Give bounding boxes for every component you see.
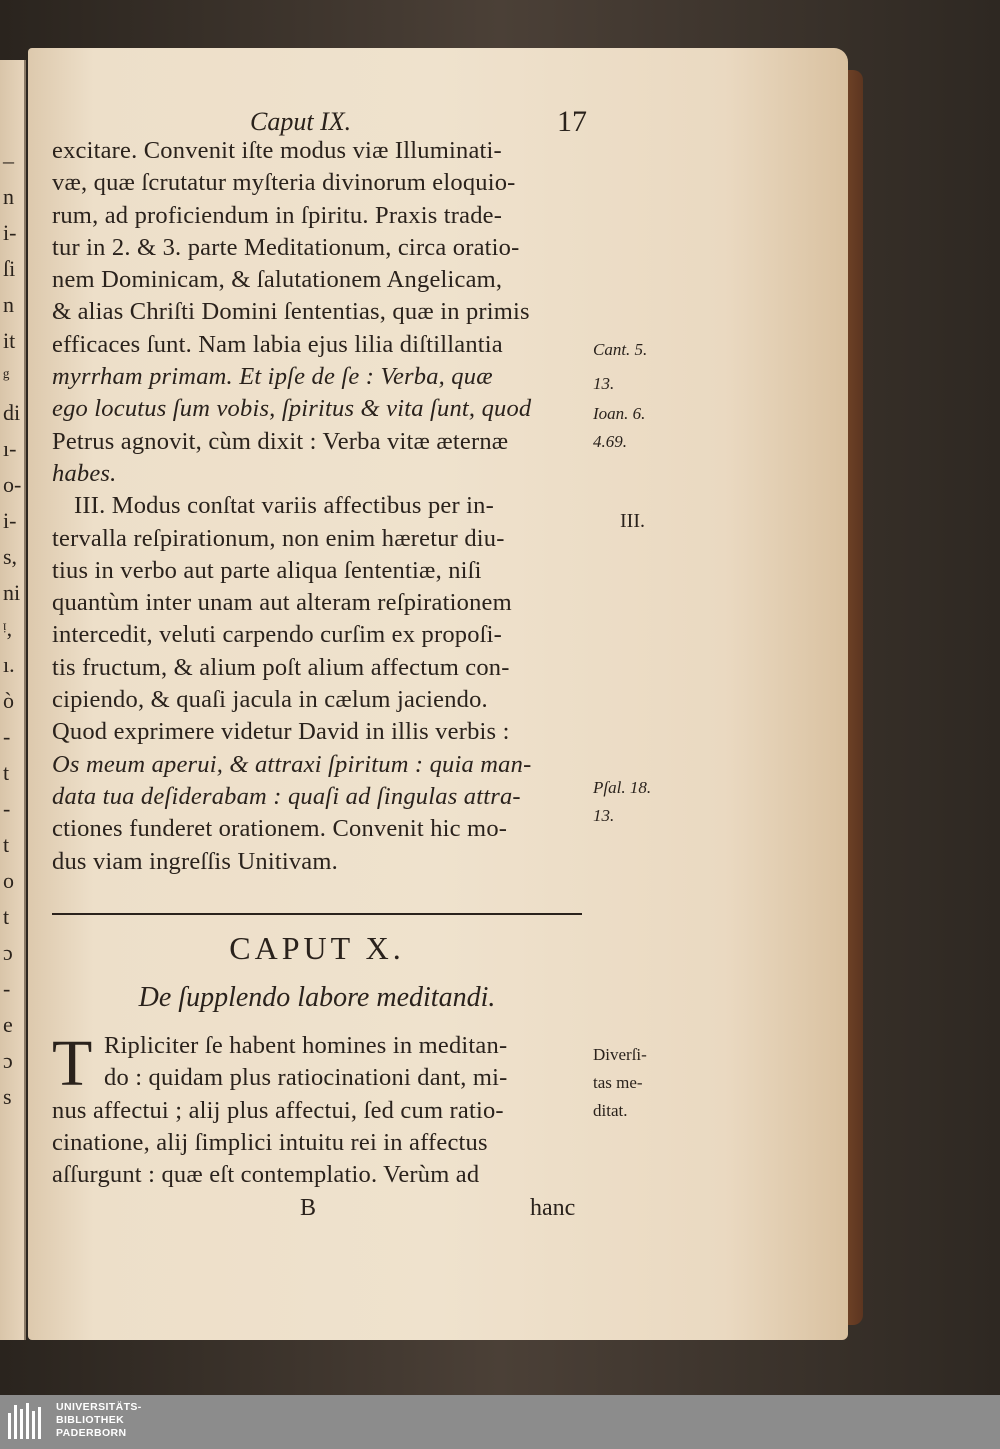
text-line: rum, ad proficiendum in ſpiritu. Praxis trade- — [52, 201, 503, 229]
margin-note-cant-verse: 13. — [593, 374, 615, 393]
prev-page-glyph: t — [3, 760, 10, 785]
prev-page-glyph: it — [3, 328, 16, 353]
library-name — [56, 1401, 142, 1440]
margin-note-diversitas: ditat. — [593, 1101, 628, 1120]
text-line: habes. — [52, 459, 117, 487]
text-line: data tua deſiderabam : quaſi ad ſingulas attra- — [52, 782, 521, 810]
prev-page-glyph: - — [3, 976, 11, 1001]
prev-page-glyph: t — [3, 832, 10, 857]
prev-page-glyph: - — [3, 796, 11, 821]
page-number: 17 — [557, 105, 587, 138]
prev-page-glyph: n — [3, 184, 14, 209]
page-text — [52, 95, 592, 878]
prev-page-glyph: ı. — [3, 652, 15, 677]
prev-page-glyph: e — [3, 1012, 13, 1037]
margin-note-ioan: Ioan. 6. — [593, 404, 646, 423]
text-line: quantùm inter unam aut alteram reſpirationem — [52, 589, 512, 617]
text-line: ego locutus ſum vobis, ſpiritus & vita ſunt, quod — [52, 395, 532, 423]
library-name-line: PADERBORN — [56, 1427, 127, 1439]
text-line: Os meum aperui, & attraxi ſpiritum : quia man- — [52, 750, 532, 778]
margin-note-cant: Cant. 5. — [593, 340, 648, 359]
margin-note-psal-verse: 13. — [593, 806, 615, 825]
text-line: dus viam ingreſſis Unitivam. — [52, 847, 338, 875]
text-line: cipiendo, & quaſi jacula in cælum jaciendo. — [52, 686, 488, 714]
margin-note-diversitas: tas me- — [593, 1073, 643, 1092]
page-header — [52, 95, 592, 138]
chapter-title: CAPUT X. — [229, 930, 405, 966]
prev-page-glyph: o — [3, 868, 14, 893]
prev-page-glyph: ı- — [3, 436, 17, 461]
library-name-line: BIBLIOTHEK — [56, 1414, 125, 1426]
chapter-body — [52, 1027, 592, 1191]
text-line: tis fructum, & alium poſt alium affectum con- — [52, 653, 510, 681]
library-footer — [0, 1395, 1000, 1449]
text-line: tius in verbo aut parte aliqua ſententiæ, niſi — [52, 556, 482, 584]
text-line: nus affectui ; alij plus affectui, ſed cum ratio- — [52, 1096, 504, 1124]
margin-note-diversitas: Diverſi- — [593, 1045, 647, 1064]
margin-note-psal: Pſal. 18. — [593, 778, 652, 797]
prev-page-glyph: ᵍ — [3, 364, 10, 389]
text-line: cinatione, alij ſimplici intuitu rei in affectus — [52, 1128, 488, 1156]
prev-page-glyph: ni — [3, 580, 21, 605]
text-line: væ, quæ ſcrutatur myſteria divinorum eloquio- — [52, 169, 516, 197]
running-title: Caput IX. — [250, 107, 352, 136]
prev-page-glyph: i- — [3, 220, 17, 245]
section-rule — [52, 913, 582, 915]
text-line: intercedit, veluti carpendo curſim ex propoſi- — [52, 621, 503, 649]
text-line: Petrus agnovit, cùm dixit : Verba vitæ æternæ — [52, 427, 509, 455]
text-line: tervalla reſpirationum, non enim hæretur diu- — [52, 524, 505, 552]
library-name-line: UNIVERSITÄTS- — [56, 1401, 142, 1413]
prev-page-glyph: ɔ — [3, 1048, 13, 1073]
previous-page-sliver — [0, 60, 26, 1340]
margin-note-ioan-verse: 4.69. — [593, 432, 627, 451]
prev-page-glyph: s — [3, 1084, 12, 1109]
library-logo-icon — [8, 1403, 48, 1439]
text-line: tur in 2. & 3. parte Meditationum, circa oratio- — [52, 233, 520, 261]
text-line: Quod exprimere videtur David in illis verbis : — [52, 718, 510, 746]
chapter-subtitle: De ſupplendo labore meditandi. — [138, 982, 496, 1013]
text-line: do : quidam plus ratiocinationi dant, mi- — [104, 1064, 508, 1092]
catchword: hanc — [530, 1195, 576, 1221]
prev-page-glyph: - — [3, 724, 11, 749]
prev-page-glyph: s, — [3, 544, 18, 569]
text-line: & alias Chriſti Domini ſententias, quæ in primis — [52, 298, 530, 326]
text-line: III. Modus conſtat variis affectibus per in- — [74, 492, 494, 520]
text-line: Ripliciter ſe habent homines in meditan- — [104, 1032, 508, 1059]
signature-mark: B — [300, 1195, 317, 1221]
prev-page-glyph: ᵎ, — [3, 616, 13, 641]
text-line: myrrham primam. Et ipſe de ſe : Verba, quæ — [52, 363, 493, 391]
text-line: aſſurgunt : quæ eſt contemplatio. Verùm ad — [52, 1161, 480, 1189]
margin-note-section: III. — [620, 510, 645, 532]
prev-page-glyph: o- — [3, 472, 22, 497]
prev-page-glyph: n — [3, 292, 14, 317]
prev-page-glyph: i- — [3, 508, 17, 533]
drop-cap: T — [52, 1027, 93, 1100]
prev-page-glyph: ſi — [3, 256, 16, 281]
prev-page-glyph: ò — [3, 688, 14, 713]
prev-page-glyph: – — [3, 148, 14, 173]
text-line: nem Dominicam, & ſalutationem Angelicam, — [52, 266, 503, 294]
text-line: efficaces ſunt. Nam labia ejus lilia diſtillantia — [52, 330, 503, 358]
prev-page-glyph: di — [3, 400, 21, 425]
text-line: excitare. Convenit iſte modus viæ Illuminati- — [52, 137, 502, 164]
text-line: ctiones funderet orationem. Convenit hic mo- — [52, 815, 508, 843]
prev-page-glyph: t — [3, 904, 10, 929]
prev-page-glyph: ɔ — [3, 940, 13, 965]
